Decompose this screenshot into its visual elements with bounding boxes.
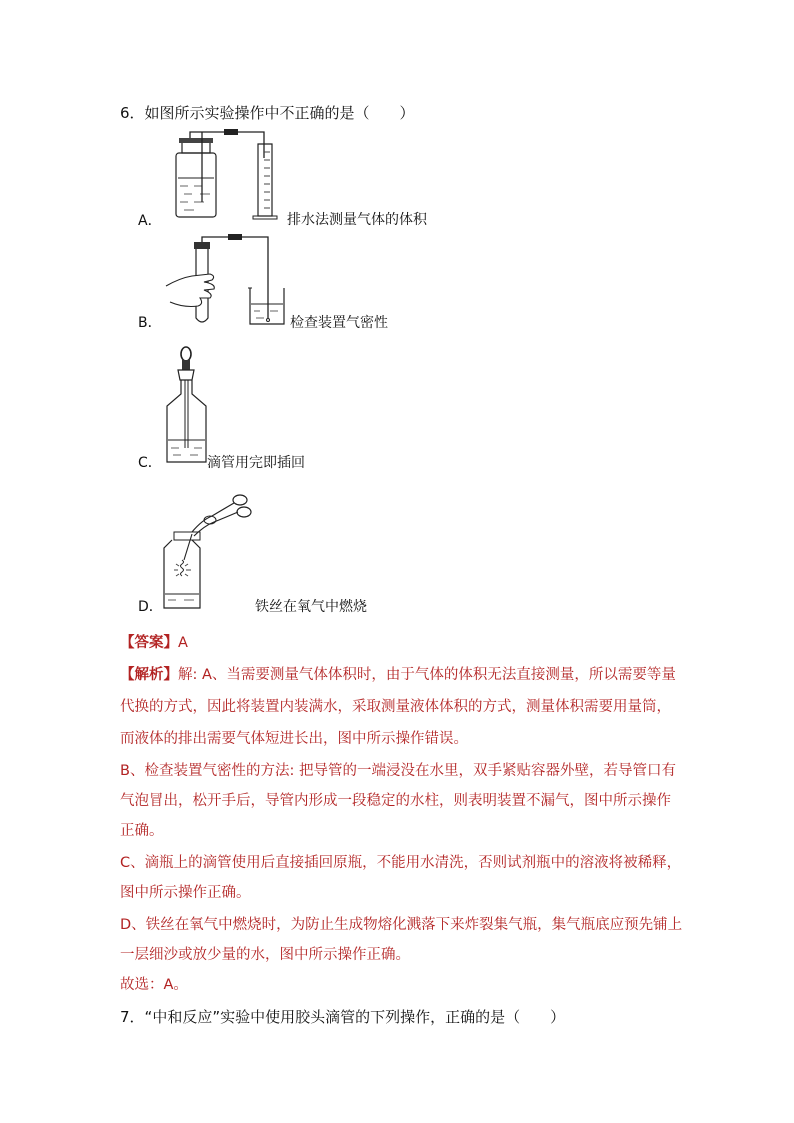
analysis-line-2: 代换的方式，因此将装置内装满水，采取测量液体体积的方式，测量体积需要用量筒， (120, 699, 671, 715)
answer-line (120, 633, 188, 653)
option-c-letter: C． (138, 455, 162, 471)
analysis-line-1 (120, 665, 676, 685)
option-c-caption: 滴管用完即插回 (207, 455, 305, 471)
analysis-line-8: 图中所示操作正确。 (120, 885, 251, 901)
option-a-letter: A． (138, 213, 162, 229)
option-d-letter: D． (138, 599, 163, 615)
question-6-stem: 6．如图所示实验操作中不正确的是（ ） (120, 104, 415, 122)
airtightness-check-icon (164, 234, 292, 330)
dropper-bottle-icon (164, 344, 210, 466)
answer-label: 【答案】 (120, 635, 178, 651)
analysis-line-5: 气泡冒出，松开手后，导管内形成一段稳定的水柱，则表明装置不漏气，图中所示操作 (120, 793, 671, 809)
analysis-label: 【解析】 (120, 667, 178, 683)
question-7-stem: 7．“中和反应”实验中使用胶头滴管的下列操作，正确的是（ ） (120, 1008, 566, 1026)
option-b-letter: B． (138, 315, 162, 331)
analysis-line-9: D、铁丝在氧气中燃烧时，为防止生成物熔化溅落下来炸裂集气瓶，集气瓶底应预先铺上 (120, 917, 683, 933)
answer-value: A (178, 635, 188, 651)
option-d-caption: 铁丝在氧气中燃烧 (255, 599, 367, 615)
analysis-line-4: B、检查装置气密性的方法: 把导管的一端浸没在水里，双手紧贴容器外壁，若导管口有 (120, 763, 676, 779)
analysis-line-3: 而液体的排出需要气体短进长出，图中所示操作错误。 (120, 731, 468, 747)
analysis-line-7: C、滴瓶上的滴管使用后直接插回原瓶，不能用水清洗，否则试剂瓶中的溶液将被稀释， (120, 855, 682, 871)
gas-bottle-measuring-cylinder-icon (160, 128, 290, 224)
analysis-text-1: 解: A、当需要测量气体体积时，由于气体的体积无法直接测量，所以需要等量 (178, 667, 676, 683)
option-b-caption: 检查装置气密性 (290, 315, 388, 331)
analysis-line-6: 正确。 (120, 823, 164, 839)
iron-wire-burning-icon (164, 490, 254, 610)
analysis-line-11: 故选：A。 (120, 977, 188, 993)
analysis-line-10: 一层细沙或放少量的水，图中所示操作正确。 (120, 947, 410, 963)
option-a-caption: 排水法测量气体的体积 (287, 212, 427, 228)
